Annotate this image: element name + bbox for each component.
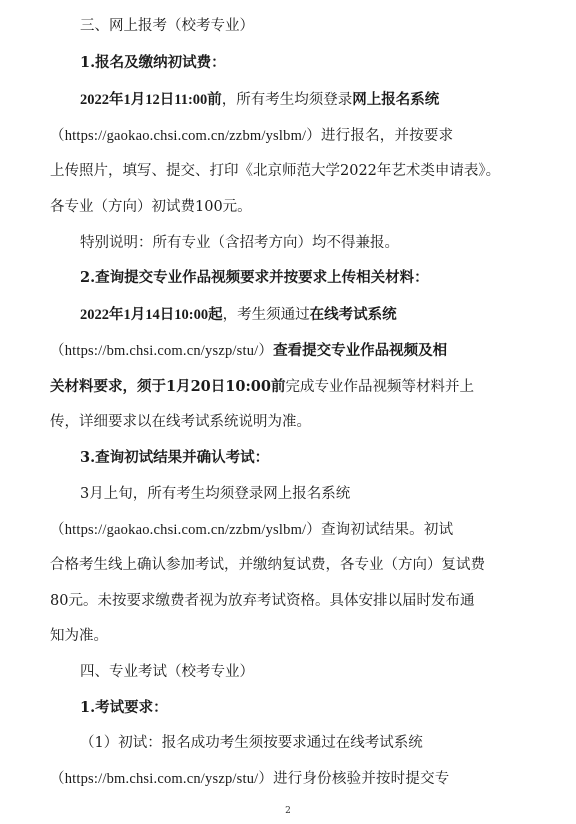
item-2-requirement-bold-1: 查看提交专业作品视频及相 [273,342,448,359]
section-4-heading: 四、专业考试（校考专业） [80,664,254,680]
section-3-heading: 三、网上报考（校考专业） [80,18,254,34]
item-2-line-3 [50,375,474,396]
item-1-line-4: 各专业（方向）初试费100元。 [50,199,252,215]
item-2-text-b: 完成专业作品视频等材料并上 [285,379,474,395]
item-1-line-1 [80,88,439,109]
exam-requirements-title: 1.考试要求： [80,699,168,716]
item-2-line-1 [80,303,397,324]
item-2-title: 2.查询提交专业作品视频要求并按要求上传相关材料： [80,269,429,286]
item-2-requirement-bold-2: 关材料要求，须于1月20日10:00前 [50,378,286,395]
item-1-text-a: ，所有考生均须登录 [221,92,353,108]
exam-requirements-url-line: （https://bm.chsi.com.cn/yszp/stu/）进行身份核验并按时提交专 [50,771,450,787]
video-query-start: 2022年1月14日10:00起 [80,307,223,323]
item-3-line-5: 知为准。 [50,628,108,644]
item-1-title: 1.报名及缴纳初试费： [80,54,226,71]
page-number: 2 [285,806,291,816]
item-2-text-a: ，考生须通过 [222,307,310,323]
item-3-line-4: 80元。未按要求缴费者视为放弃考试资格。具体安排以届时发布通 [50,593,475,609]
exam-requirements-line-1: （1）初试：报名成功考生须按要求通过在线考试系统 [80,735,423,751]
item-2-url: （https://bm.chsi.com.cn/yszp/stu/） [50,343,274,359]
item-3-title: 3.查询初试结果并确认考试： [80,449,270,466]
item-2-line-4: 传，详细要求以在线考试系统说明为准。 [50,414,311,430]
online-registration-system: 网上报名系统 [352,91,440,108]
item-1-url-line: （https://gaokao.chsi.com.cn/zzbm/yslbm/）进行报名，并按要求 [50,128,454,144]
item-3-line-1: 3月上旬，所有考生均须登录网上报名系统 [80,486,351,502]
registration-deadline: 2022年1月12日11:00前 [80,92,222,108]
online-exam-system: 在线考试系统 [309,306,397,323]
item-3-line-3: 合格考生线上确认参加考试，并缴纳复试费，各专业（方向）复试费 [50,557,485,573]
item-1-line-3: 上传照片，填写、提交、打印《北京师范大学2022年艺术类申请表》。 [50,163,501,179]
special-note: 特别说明：所有专业（含招考方向）均不得兼报。 [80,235,399,251]
item-3-url-line: （https://gaokao.chsi.com.cn/zzbm/yslbm/）查询初试结果。初试 [50,522,454,538]
item-2-line-2 [50,339,447,360]
